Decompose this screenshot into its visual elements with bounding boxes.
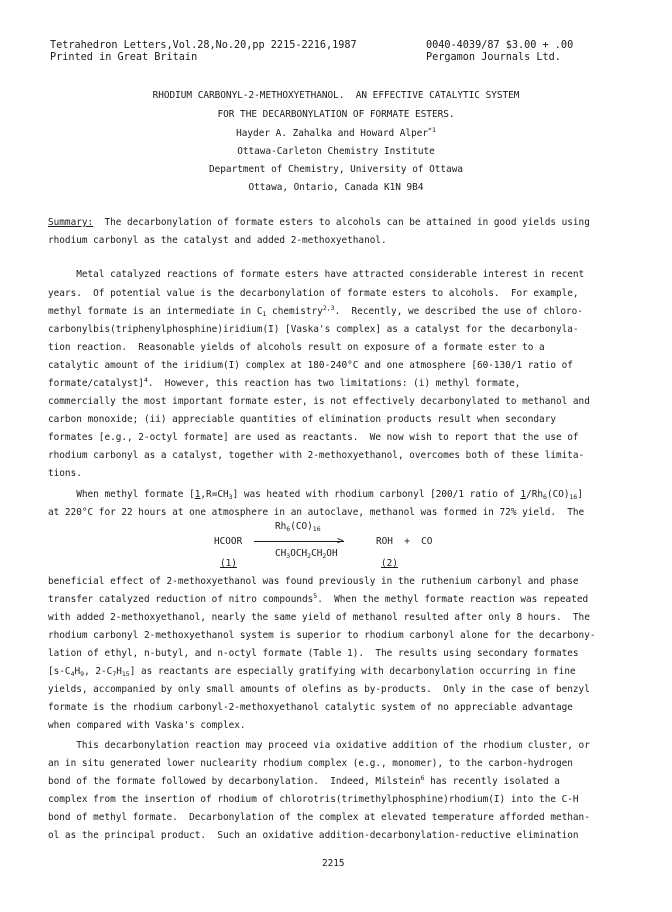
body-line: carbon monoxide; (ii) appreciable quantities of elimination products result when secondary — [48, 414, 556, 425]
city: Ottawa, Ontario, Canada K1N 9B4 — [248, 182, 424, 193]
reactant-formula: HCOOR — [214, 536, 243, 547]
body-line: catalytic amount of the iridium(I) complex at 180-240°C and one atmosphere [60-130/1 ratio of — [48, 360, 573, 371]
subscript: 15 — [121, 670, 130, 678]
body-line — [48, 489, 583, 501]
product-formula: ROH + CO — [376, 536, 433, 547]
subscript: 2 — [307, 552, 312, 560]
body-line: rhodium carbonyl as a catalyst, together with 2-methoxyethanol, overcomes both of these limita- — [48, 450, 585, 461]
summary-line-1 — [48, 217, 590, 229]
text-run: . Recently, we described the use of chloro- — [334, 306, 583, 317]
institute: Ottawa-Carleton Chemistry Institute — [237, 146, 435, 157]
body-line: formate is the rhodium carbonyl-2-methoxyethanol catalytic system of no appreciable advantage — [48, 702, 573, 713]
body-line: ol as the principal product. Such an oxidative addition-decarbonylation-reductive elimination — [48, 830, 579, 841]
reference-marker: 6 — [420, 774, 425, 782]
printed-in: Printed in Great Britain — [50, 52, 198, 63]
text-run: formate/catalyst] — [48, 378, 144, 389]
body-line — [48, 594, 588, 606]
subscript: 6 — [543, 493, 547, 501]
subscript: 3 — [286, 552, 291, 560]
summary-text-1: The decarbonylation of formate esters to alcohols can be attained in good yields using — [93, 217, 590, 228]
subscript: 7 — [112, 670, 117, 678]
corresponding-star: * — [428, 126, 432, 134]
subscript: 1 — [262, 310, 267, 318]
body-line: yields, accompanied by only small amounts of olefins as by-products. Only in the case of benzyl — [48, 684, 590, 695]
subscript: 6 — [286, 525, 291, 533]
solvent-formula — [275, 548, 338, 559]
author-footnote-mark: 1 — [431, 126, 436, 134]
text-run: [s-C — [48, 666, 71, 677]
page-number: 2215 — [322, 858, 345, 869]
text-run: ] was heated with rhodium carbonyl [200/1 ratio of — [232, 489, 521, 500]
text-run: OCH — [290, 548, 308, 559]
text-run: CH — [311, 548, 323, 559]
reaction-arrow-shaft — [254, 541, 344, 542]
reaction-arrow-head-icon: > — [337, 534, 344, 547]
text-run: methyl formate is an intermediate in C — [48, 306, 263, 317]
reference-marker: 5 — [313, 592, 318, 600]
text-run: chemistry — [266, 306, 323, 317]
text-run: /Rh — [526, 489, 544, 500]
body-line — [48, 776, 560, 788]
subscript: 4 — [70, 670, 75, 678]
title-line-2: FOR THE DECARBONYLATION OF FORMATE ESTERS. — [217, 109, 455, 120]
text-run: When methyl formate [ — [48, 489, 195, 500]
text-run: has recently isolated a — [424, 776, 560, 787]
text-run: transfer catalyzed reduction of nitro compounds — [48, 594, 314, 605]
title-line-1: RHODIUM CARBONYL-2-METHOXYETHANOL. AN EFFECTIVE CATALYTIC SYSTEM — [152, 90, 520, 101]
body-line: years. Of potential value is the decarbonylation of formate esters to alcohols. For example, — [48, 288, 579, 299]
authors — [0, 128, 672, 140]
text-run: (CO) — [290, 521, 313, 532]
subscript: 3 — [228, 493, 233, 501]
text-run: ,R=CH — [200, 489, 229, 500]
compound-number: 1 — [194, 489, 201, 500]
body-line — [48, 378, 520, 390]
publisher: Pergamon Journals Ltd. — [426, 52, 561, 63]
body-line: with added 2-methoxyethanol, nearly the same yield of methanol resulted after only 8 hours. The — [48, 612, 590, 623]
body-line: rhodium carbonyl 2-methoxyethanol system is superior to rhodium carbonyl alone for the decarbony- — [48, 630, 596, 641]
summary-label: Summary: — [48, 217, 94, 228]
text-run: , 2-C — [84, 666, 113, 677]
summary-line-2: rhodium carbonyl as the catalyst and added 2-methoxyethanol. — [48, 235, 387, 246]
text-run: ] as reactants are especially gratifying with decarbonylation occurring in fine — [129, 666, 576, 677]
text-run: ] — [577, 489, 583, 500]
compound-label-2: (2) — [381, 558, 398, 569]
text-run: (CO) — [546, 489, 570, 500]
body-line: formates [e.g., 2-octyl formate] are used as reactants. We now wish to report that the use of — [48, 432, 579, 443]
text-run: OH — [326, 548, 338, 559]
reference-marker: 2,3 — [322, 304, 335, 312]
department: Department of Chemistry, University of Ottawa — [209, 164, 463, 175]
text-run: . However, this reaction has two limitations: (i) methyl formate, — [147, 378, 521, 389]
text-run: CH — [275, 548, 287, 559]
body-line: tion reaction. Reasonable yields of alcohols result on exposure of a formate ester to a — [48, 342, 545, 353]
body-line: carbonylbis(triphenylphosphine)iridium(I) [Vaska's complex] as a catalyst for the decarbonyla- — [48, 324, 579, 335]
body-line: commercially the most important formate ester, is not effectively decarbonylated to methanol and — [48, 396, 590, 407]
subscript: 16 — [569, 493, 578, 501]
body-line: bond of methyl formate. Decarbonylation of the complex at elevated temperature afforded methan- — [48, 812, 590, 823]
catalyst-formula — [275, 521, 321, 532]
text-run: . When the methyl formate reaction was repeated — [317, 594, 589, 605]
body-line: This decarbonylation reaction may proceed via oxidative addition of the rhodium cluster, or — [48, 740, 590, 751]
body-line: beneficial effect of 2-methoxyethanol was found previously in the ruthenium carbonyl and phase — [48, 576, 579, 587]
body-line: an in situ generated lower nuclearity rhodium complex (e.g., monomer), to the carbon-hydrogen — [48, 758, 573, 769]
text-run: bond of the formate followed by decarbonylation. Indeed, Milstein — [48, 776, 421, 787]
body-line: lation of ethyl, n-butyl, and n-octyl formate (Table 1). The results using secondary formates — [48, 648, 579, 659]
subscript: 16 — [312, 525, 321, 533]
journal-citation: Tetrahedron Letters,Vol.28,No.20,pp 2215-2216,1987 — [50, 40, 357, 51]
body-line: Metal catalyzed reactions of formate esters have attracted considerable interest in recent — [48, 269, 585, 280]
reference-marker: 4 — [143, 376, 148, 384]
subscript: 9 — [80, 670, 85, 678]
body-line — [48, 666, 576, 678]
body-line: when compared with Vaska's complex. — [48, 720, 246, 731]
price-code: 0040-4039/87 $3.00 + .00 — [426, 40, 574, 51]
body-line: complex from the insertion of rhodium of chlorotris(trimethylphosphine)rhodium(I) into the C-H — [48, 794, 579, 805]
author-names: Hayder A. Zahalka and Howard Alper — [236, 128, 429, 139]
body-line: at 220°C for 22 hours at one atmosphere in an autoclave, methanol was formed in 72% yield. The — [48, 507, 585, 518]
text-run: Rh — [275, 521, 287, 532]
body-line: tions. — [48, 468, 82, 479]
text-run: H — [74, 666, 81, 677]
subscript: 2 — [322, 552, 327, 560]
text-run: H — [116, 666, 122, 677]
body-line — [48, 306, 583, 318]
compound-number: 1 — [520, 489, 527, 500]
compound-label-1: (1) — [220, 558, 237, 569]
